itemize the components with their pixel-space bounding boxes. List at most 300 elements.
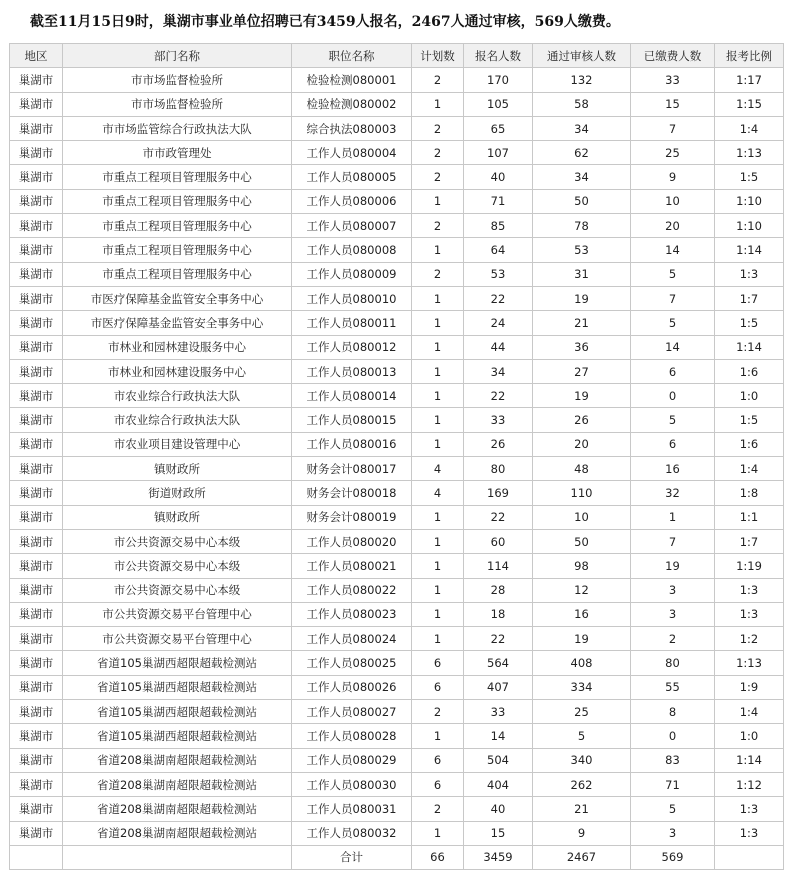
cell-paid: 5 <box>631 311 715 335</box>
total-ratio-cell <box>715 845 784 869</box>
cell-applicants: 169 <box>464 481 533 505</box>
cell-region: 巢湖市 <box>10 359 63 383</box>
cell-applicants: 114 <box>464 554 533 578</box>
cell-approved: 48 <box>533 457 631 481</box>
cell-department: 省道208巢湖南超限超载检测站 <box>63 772 292 796</box>
cell-applicants: 22 <box>464 627 533 651</box>
table-row <box>10 505 784 529</box>
cell-region: 巢湖市 <box>10 432 63 456</box>
cell-position: 工作人员080015 <box>292 408 412 432</box>
cell-paid: 25 <box>631 141 715 165</box>
cell-plan: 1 <box>412 311 464 335</box>
cell-approved: 20 <box>533 432 631 456</box>
cell-approved: 408 <box>533 651 631 675</box>
cell-region: 巢湖市 <box>10 165 63 189</box>
cell-department: 市林业和园林建设服务中心 <box>63 359 292 383</box>
cell-approved: 19 <box>533 627 631 651</box>
cell-position: 工作人员080013 <box>292 359 412 383</box>
cell-applicants: 404 <box>464 772 533 796</box>
cell-ratio: 1:19 <box>715 554 784 578</box>
cell-ratio: 1:6 <box>715 359 784 383</box>
table-row <box>10 165 784 189</box>
cell-department: 街道财政所 <box>63 481 292 505</box>
cell-paid: 14 <box>631 335 715 359</box>
cell-applicants: 80 <box>464 457 533 481</box>
cell-department: 省道105巢湖西超限超载检测站 <box>63 651 292 675</box>
cell-paid: 10 <box>631 189 715 213</box>
cell-applicants: 53 <box>464 262 533 286</box>
cell-position: 财务会计080018 <box>292 481 412 505</box>
cell-position: 工作人员080030 <box>292 772 412 796</box>
table-row <box>10 214 784 238</box>
cell-department: 市市场监管综合行政执法大队 <box>63 116 292 140</box>
cell-applicants: 15 <box>464 821 533 845</box>
registration-table <box>9 43 784 870</box>
table-row <box>10 627 784 651</box>
cell-region: 巢湖市 <box>10 286 63 310</box>
cell-region: 巢湖市 <box>10 578 63 602</box>
cell-region: 巢湖市 <box>10 602 63 626</box>
cell-ratio: 1:5 <box>715 408 784 432</box>
cell-department: 省道105巢湖西超限超载检测站 <box>63 700 292 724</box>
cell-paid: 0 <box>631 724 715 748</box>
header-region: 地区 <box>10 44 63 68</box>
cell-region: 巢湖市 <box>10 748 63 772</box>
table-row <box>10 432 784 456</box>
cell-applicants: 564 <box>464 651 533 675</box>
cell-position: 工作人员080023 <box>292 602 412 626</box>
cell-department: 省道105巢湖西超限超载检测站 <box>63 675 292 699</box>
cell-ratio: 1:3 <box>715 578 784 602</box>
cell-paid: 7 <box>631 529 715 553</box>
cell-approved: 21 <box>533 797 631 821</box>
cell-department: 省道105巢湖西超限超载检测站 <box>63 724 292 748</box>
cell-ratio: 1:4 <box>715 116 784 140</box>
cell-approved: 334 <box>533 675 631 699</box>
cell-approved: 25 <box>533 700 631 724</box>
cell-department: 市重点工程项目管理服务中心 <box>63 238 292 262</box>
cell-ratio: 1:3 <box>715 602 784 626</box>
cell-position: 工作人员080011 <box>292 311 412 335</box>
cell-ratio: 1:4 <box>715 700 784 724</box>
cell-applicants: 22 <box>464 505 533 529</box>
cell-region: 巢湖市 <box>10 772 63 796</box>
header-plan: 计划数 <box>412 44 464 68</box>
table-row <box>10 141 784 165</box>
cell-paid: 5 <box>631 262 715 286</box>
cell-department: 市公共资源交易中心本级 <box>63 529 292 553</box>
cell-region: 巢湖市 <box>10 505 63 529</box>
cell-ratio: 1:14 <box>715 748 784 772</box>
cell-approved: 10 <box>533 505 631 529</box>
cell-department: 市公共资源交易平台管理中心 <box>63 627 292 651</box>
cell-ratio: 1:4 <box>715 457 784 481</box>
cell-applicants: 65 <box>464 116 533 140</box>
cell-plan: 1 <box>412 627 464 651</box>
cell-paid: 7 <box>631 116 715 140</box>
total-applicants: 3459 <box>464 845 533 869</box>
cell-department: 市重点工程项目管理服务中心 <box>63 262 292 286</box>
cell-applicants: 64 <box>464 238 533 262</box>
cell-paid: 15 <box>631 92 715 116</box>
cell-applicants: 407 <box>464 675 533 699</box>
cell-plan: 1 <box>412 529 464 553</box>
cell-plan: 1 <box>412 602 464 626</box>
table-row <box>10 651 784 675</box>
cell-ratio: 1:7 <box>715 286 784 310</box>
cell-ratio: 1:13 <box>715 141 784 165</box>
cell-plan: 2 <box>412 700 464 724</box>
cell-region: 巢湖市 <box>10 797 63 821</box>
cell-position: 工作人员080026 <box>292 675 412 699</box>
table-row <box>10 189 784 213</box>
cell-plan: 1 <box>412 286 464 310</box>
cell-applicants: 40 <box>464 165 533 189</box>
table-row <box>10 457 784 481</box>
table-row <box>10 578 784 602</box>
cell-approved: 34 <box>533 116 631 140</box>
cell-paid: 55 <box>631 675 715 699</box>
table-row <box>10 554 784 578</box>
cell-plan: 1 <box>412 724 464 748</box>
cell-plan: 1 <box>412 821 464 845</box>
cell-position: 综合执法080003 <box>292 116 412 140</box>
table-row <box>10 529 784 553</box>
cell-paid: 6 <box>631 359 715 383</box>
cell-region: 巢湖市 <box>10 238 63 262</box>
cell-applicants: 24 <box>464 311 533 335</box>
cell-position: 工作人员080007 <box>292 214 412 238</box>
cell-applicants: 22 <box>464 286 533 310</box>
cell-region: 巢湖市 <box>10 529 63 553</box>
cell-paid: 20 <box>631 214 715 238</box>
table-row <box>10 359 784 383</box>
cell-position: 工作人员080009 <box>292 262 412 286</box>
cell-applicants: 14 <box>464 724 533 748</box>
cell-applicants: 504 <box>464 748 533 772</box>
cell-region: 巢湖市 <box>10 311 63 335</box>
cell-plan: 4 <box>412 481 464 505</box>
cell-paid: 32 <box>631 481 715 505</box>
cell-ratio: 1:9 <box>715 675 784 699</box>
cell-ratio: 1:0 <box>715 384 784 408</box>
cell-plan: 2 <box>412 116 464 140</box>
cell-applicants: 44 <box>464 335 533 359</box>
cell-approved: 340 <box>533 748 631 772</box>
cell-position: 工作人员080014 <box>292 384 412 408</box>
cell-position: 工作人员080016 <box>292 432 412 456</box>
cell-region: 巢湖市 <box>10 141 63 165</box>
cell-region: 巢湖市 <box>10 384 63 408</box>
cell-plan: 2 <box>412 68 464 92</box>
total-plan: 66 <box>412 845 464 869</box>
cell-paid: 3 <box>631 602 715 626</box>
cell-paid: 80 <box>631 651 715 675</box>
header-ratio: 报考比例 <box>715 44 784 68</box>
cell-paid: 7 <box>631 286 715 310</box>
cell-approved: 98 <box>533 554 631 578</box>
table-row <box>10 408 784 432</box>
cell-department: 镇财政所 <box>63 505 292 529</box>
cell-position: 工作人员080006 <box>292 189 412 213</box>
cell-department: 市医疗保障基金监管安全事务中心 <box>63 311 292 335</box>
cell-ratio: 1:12 <box>715 772 784 796</box>
cell-ratio: 1:6 <box>715 432 784 456</box>
cell-region: 巢湖市 <box>10 554 63 578</box>
cell-approved: 31 <box>533 262 631 286</box>
table-row <box>10 748 784 772</box>
cell-department: 市市政管理处 <box>63 141 292 165</box>
cell-paid: 9 <box>631 165 715 189</box>
cell-applicants: 107 <box>464 141 533 165</box>
cell-plan: 2 <box>412 141 464 165</box>
cell-paid: 33 <box>631 68 715 92</box>
cell-paid: 3 <box>631 578 715 602</box>
cell-position: 工作人员080021 <box>292 554 412 578</box>
cell-paid: 5 <box>631 408 715 432</box>
cell-position: 工作人员080010 <box>292 286 412 310</box>
cell-position: 工作人员080032 <box>292 821 412 845</box>
cell-position: 工作人员080012 <box>292 335 412 359</box>
cell-plan: 6 <box>412 651 464 675</box>
cell-paid: 1 <box>631 505 715 529</box>
table-row <box>10 602 784 626</box>
cell-approved: 58 <box>533 92 631 116</box>
cell-approved: 262 <box>533 772 631 796</box>
cell-plan: 1 <box>412 408 464 432</box>
cell-region: 巢湖市 <box>10 335 63 359</box>
total-approved: 2467 <box>533 845 631 869</box>
table-row <box>10 821 784 845</box>
cell-position: 工作人员080004 <box>292 141 412 165</box>
total-label: 合计 <box>292 845 412 869</box>
cell-region: 巢湖市 <box>10 627 63 651</box>
table-row <box>10 92 784 116</box>
cell-position: 财务会计080019 <box>292 505 412 529</box>
cell-approved: 132 <box>533 68 631 92</box>
cell-applicants: 26 <box>464 432 533 456</box>
cell-approved: 26 <box>533 408 631 432</box>
cell-department: 市市场监督检验所 <box>63 68 292 92</box>
cell-paid: 16 <box>631 457 715 481</box>
cell-department: 市重点工程项目管理服务中心 <box>63 165 292 189</box>
total-row <box>10 845 784 869</box>
cell-region: 巢湖市 <box>10 724 63 748</box>
cell-department: 市医疗保障基金监管安全事务中心 <box>63 286 292 310</box>
cell-region: 巢湖市 <box>10 651 63 675</box>
table-body <box>10 68 784 846</box>
cell-ratio: 1:5 <box>715 165 784 189</box>
cell-ratio: 1:10 <box>715 189 784 213</box>
cell-ratio: 1:3 <box>715 821 784 845</box>
table-row <box>10 68 784 92</box>
header-approved: 通过审核人数 <box>533 44 631 68</box>
cell-plan: 6 <box>412 748 464 772</box>
table-row <box>10 335 784 359</box>
table-row <box>10 481 784 505</box>
cell-plan: 1 <box>412 432 464 456</box>
cell-approved: 16 <box>533 602 631 626</box>
cell-region: 巢湖市 <box>10 262 63 286</box>
cell-ratio: 1:0 <box>715 724 784 748</box>
cell-region: 巢湖市 <box>10 116 63 140</box>
cell-position: 工作人员080005 <box>292 165 412 189</box>
cell-approved: 50 <box>533 529 631 553</box>
cell-department: 市公共资源交易中心本级 <box>63 554 292 578</box>
cell-applicants: 33 <box>464 700 533 724</box>
cell-plan: 2 <box>412 262 464 286</box>
cell-ratio: 1:13 <box>715 651 784 675</box>
header-applicants: 报名人数 <box>464 44 533 68</box>
cell-paid: 2 <box>631 627 715 651</box>
cell-position: 工作人员080031 <box>292 797 412 821</box>
cell-region: 巢湖市 <box>10 189 63 213</box>
cell-department: 市农业综合行政执法大队 <box>63 384 292 408</box>
header-position: 职位名称 <box>292 44 412 68</box>
cell-approved: 78 <box>533 214 631 238</box>
cell-plan: 2 <box>412 797 464 821</box>
cell-applicants: 28 <box>464 578 533 602</box>
table-row <box>10 238 784 262</box>
cell-ratio: 1:3 <box>715 262 784 286</box>
cell-position: 工作人员080022 <box>292 578 412 602</box>
cell-applicants: 60 <box>464 529 533 553</box>
cell-region: 巢湖市 <box>10 457 63 481</box>
cell-position: 工作人员080028 <box>292 724 412 748</box>
table-row <box>10 675 784 699</box>
cell-ratio: 1:7 <box>715 529 784 553</box>
cell-approved: 50 <box>533 189 631 213</box>
cell-position: 工作人员080027 <box>292 700 412 724</box>
cell-position: 工作人员080024 <box>292 627 412 651</box>
cell-paid: 3 <box>631 821 715 845</box>
cell-department: 市重点工程项目管理服务中心 <box>63 189 292 213</box>
cell-plan: 1 <box>412 189 464 213</box>
cell-department: 市公共资源交易平台管理中心 <box>63 602 292 626</box>
cell-approved: 53 <box>533 238 631 262</box>
cell-paid: 83 <box>631 748 715 772</box>
cell-ratio: 1:17 <box>715 68 784 92</box>
cell-plan: 1 <box>412 238 464 262</box>
cell-plan: 6 <box>412 772 464 796</box>
cell-region: 巢湖市 <box>10 214 63 238</box>
cell-department: 市公共资源交易中心本级 <box>63 578 292 602</box>
cell-position: 工作人员080025 <box>292 651 412 675</box>
cell-applicants: 170 <box>464 68 533 92</box>
cell-applicants: 105 <box>464 92 533 116</box>
cell-approved: 110 <box>533 481 631 505</box>
cell-plan: 1 <box>412 578 464 602</box>
cell-department: 省道208巢湖南超限超载检测站 <box>63 821 292 845</box>
cell-approved: 9 <box>533 821 631 845</box>
cell-applicants: 85 <box>464 214 533 238</box>
cell-plan: 2 <box>412 165 464 189</box>
cell-paid: 0 <box>631 384 715 408</box>
cell-region: 巢湖市 <box>10 700 63 724</box>
cell-department: 市农业综合行政执法大队 <box>63 408 292 432</box>
cell-applicants: 22 <box>464 384 533 408</box>
cell-applicants: 33 <box>464 408 533 432</box>
table-row <box>10 311 784 335</box>
cell-department: 市市场监督检验所 <box>63 92 292 116</box>
cell-position: 检验检测080001 <box>292 68 412 92</box>
cell-approved: 5 <box>533 724 631 748</box>
cell-ratio: 1:8 <box>715 481 784 505</box>
cell-approved: 12 <box>533 578 631 602</box>
cell-plan: 2 <box>412 214 464 238</box>
cell-applicants: 18 <box>464 602 533 626</box>
cell-region: 巢湖市 <box>10 68 63 92</box>
cell-paid: 14 <box>631 238 715 262</box>
cell-paid: 71 <box>631 772 715 796</box>
cell-plan: 1 <box>412 335 464 359</box>
cell-ratio: 1:3 <box>715 797 784 821</box>
cell-approved: 21 <box>533 311 631 335</box>
table-row <box>10 772 784 796</box>
cell-ratio: 1:5 <box>715 311 784 335</box>
cell-department: 镇财政所 <box>63 457 292 481</box>
cell-approved: 62 <box>533 141 631 165</box>
cell-paid: 19 <box>631 554 715 578</box>
cell-plan: 1 <box>412 92 464 116</box>
cell-ratio: 1:10 <box>715 214 784 238</box>
cell-applicants: 40 <box>464 797 533 821</box>
cell-plan: 6 <box>412 675 464 699</box>
cell-region: 巢湖市 <box>10 408 63 432</box>
table-row <box>10 286 784 310</box>
cell-position: 工作人员080020 <box>292 529 412 553</box>
cell-ratio: 1:14 <box>715 335 784 359</box>
cell-department: 市林业和园林建设服务中心 <box>63 335 292 359</box>
total-region-cell <box>10 845 63 869</box>
cell-plan: 1 <box>412 505 464 529</box>
header-department: 部门名称 <box>63 44 292 68</box>
cell-position: 工作人员080008 <box>292 238 412 262</box>
cell-region: 巢湖市 <box>10 675 63 699</box>
header-paid: 已缴费人数 <box>631 44 715 68</box>
cell-ratio: 1:2 <box>715 627 784 651</box>
cell-applicants: 71 <box>464 189 533 213</box>
cell-approved: 19 <box>533 286 631 310</box>
cell-approved: 34 <box>533 165 631 189</box>
cell-department: 市农业项目建设管理中心 <box>63 432 292 456</box>
cell-department: 省道208巢湖南超限超载检测站 <box>63 748 292 772</box>
page-headline: 截至11月15日9时，巢湖市事业单位招聘已有3459人报名，2467人通过审核，569人缴费。 <box>30 14 620 30</box>
cell-position: 财务会计080017 <box>292 457 412 481</box>
cell-region: 巢湖市 <box>10 821 63 845</box>
cell-ratio: 1:1 <box>715 505 784 529</box>
cell-plan: 4 <box>412 457 464 481</box>
table-header-row <box>10 44 784 68</box>
cell-position: 工作人员080029 <box>292 748 412 772</box>
cell-applicants: 34 <box>464 359 533 383</box>
cell-paid: 8 <box>631 700 715 724</box>
cell-region: 巢湖市 <box>10 92 63 116</box>
table-row <box>10 262 784 286</box>
cell-approved: 36 <box>533 335 631 359</box>
cell-plan: 1 <box>412 359 464 383</box>
cell-approved: 19 <box>533 384 631 408</box>
total-department-cell <box>63 845 292 869</box>
table-row <box>10 724 784 748</box>
cell-department: 市重点工程项目管理服务中心 <box>63 214 292 238</box>
cell-paid: 6 <box>631 432 715 456</box>
table-row <box>10 700 784 724</box>
cell-position: 检验检测080002 <box>292 92 412 116</box>
cell-paid: 5 <box>631 797 715 821</box>
cell-plan: 1 <box>412 384 464 408</box>
total-paid: 569 <box>631 845 715 869</box>
